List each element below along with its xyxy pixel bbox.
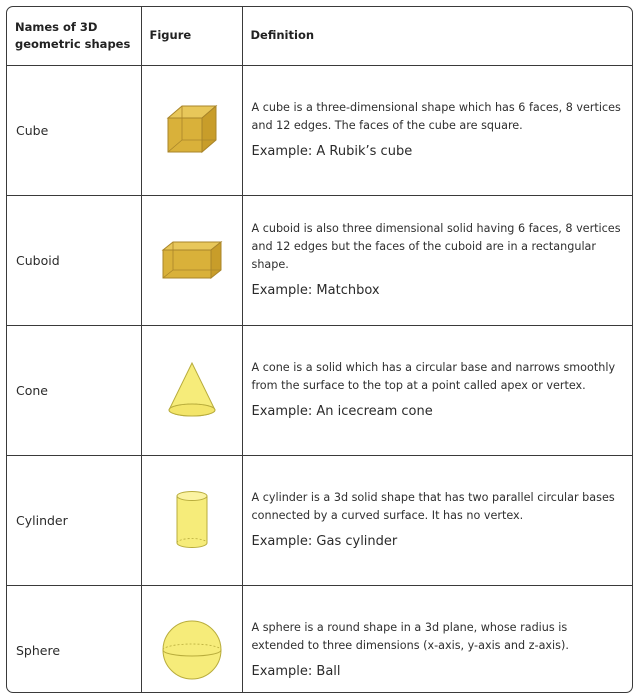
- shape-definition-cell: [242, 195, 632, 325]
- shape-example: Example: Matchbox: [251, 283, 380, 298]
- header-figure: Figure: [141, 7, 242, 65]
- shape-definition: A cone is a solid which has a circular base and narrows smoothly from the surface to the top at a point called apex or vertex.: [251, 361, 616, 392]
- table-row: [7, 585, 632, 693]
- shape-definition: A sphere is a round shape in a 3d plane, whose radius is extended to three dimensions (x-axis, y-axis and z-axis).: [251, 621, 569, 653]
- header-name-line1: Names of 3D: [15, 19, 98, 34]
- shape-name: Cuboid: [7, 195, 141, 325]
- cube-icon: [162, 102, 222, 158]
- shape-definition-cell: [242, 455, 632, 585]
- header-name: [7, 7, 141, 65]
- table-row: [7, 455, 632, 585]
- shape-definition: A cube is a three-dimensional shape which has 6 faces, 8 vertices and 12 edges. The faces of the cube are square.: [251, 101, 621, 132]
- shape-figure: [141, 585, 242, 693]
- shape-example: Example: An icecream cone: [251, 404, 433, 419]
- shape-definition: A cuboid is also three dimensional solid having 6 faces, 8 vertices and 12 edges but the faces of the cuboid are in a rectangular shape.: [251, 222, 621, 271]
- cone-icon: [165, 360, 219, 420]
- shape-figure: [141, 325, 242, 455]
- shapes-table: [6, 6, 633, 693]
- sphere-icon: [160, 618, 224, 682]
- header-definition: Definition: [242, 7, 632, 65]
- cuboid-icon: [159, 238, 225, 282]
- shape-figure: [141, 195, 242, 325]
- shape-name: Cylinder: [7, 455, 141, 585]
- shape-definition-cell: [242, 65, 632, 195]
- shape-definition: A cylinder is a 3d solid shape that has two parallel circular bases connected by a curved surface. It has no vertex.: [251, 491, 615, 522]
- header-row: [7, 7, 632, 65]
- shape-figure: [141, 65, 242, 195]
- header-name-line2: geometric shapes: [15, 36, 131, 51]
- shape-name: Cube: [7, 65, 141, 195]
- table-row: [7, 65, 632, 195]
- shape-figure: [141, 455, 242, 585]
- table-row: [7, 325, 632, 455]
- shape-definition-cell: [242, 325, 632, 455]
- shape-name: Sphere: [7, 585, 141, 693]
- shape-name: Cone: [7, 325, 141, 455]
- shape-example: Example: Gas cylinder: [251, 534, 398, 549]
- table-row: [7, 195, 632, 325]
- shape-example: Example: A Rubik’s cube: [251, 144, 413, 159]
- cylinder-icon: [174, 489, 210, 551]
- shape-example: Example: Ball: [251, 664, 341, 680]
- shape-definition-cell: [242, 585, 632, 693]
